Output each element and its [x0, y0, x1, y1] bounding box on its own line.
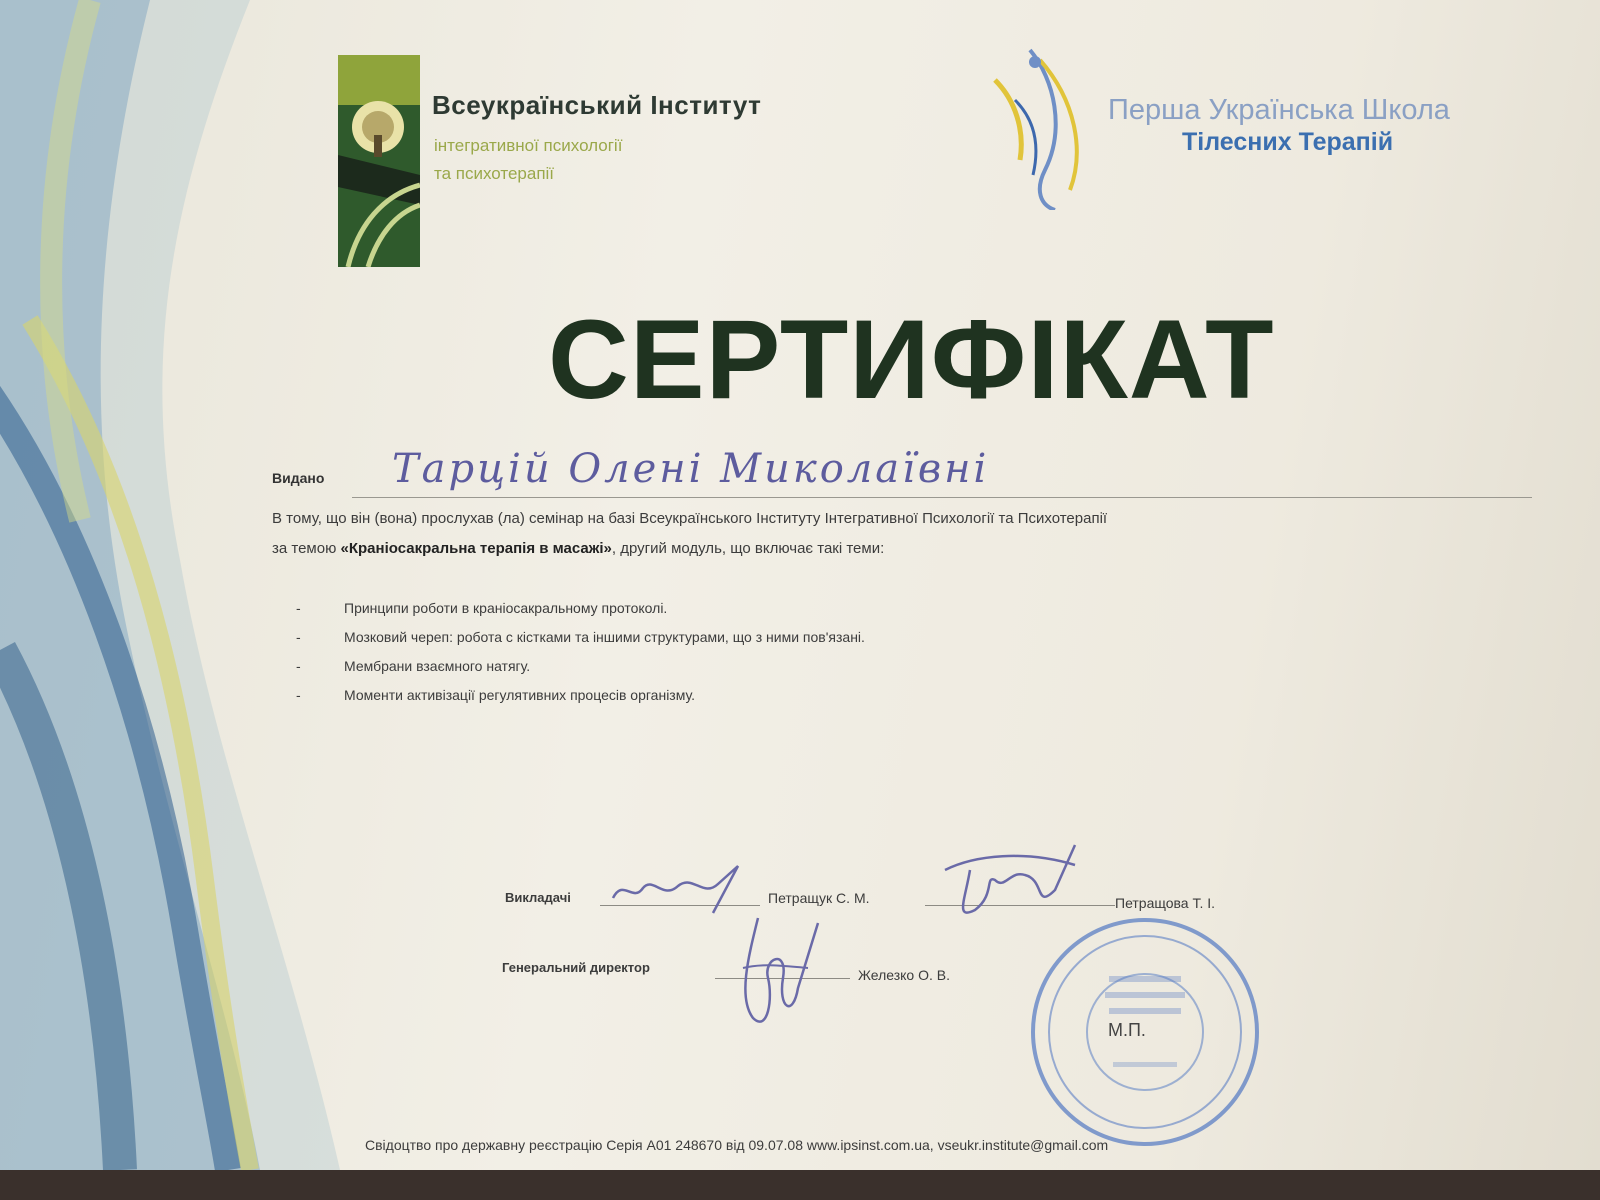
body-text-line1: В тому, що він (вона) прослухав (ла) семінар на базі Всеукраїнського Інституту Інтегративної Психології та Психотерапії [272, 510, 1108, 527]
teacher1-name: Петращук С. М. [768, 890, 870, 906]
body-topic-suffix: , другий модуль, що включає такі теми: [611, 540, 885, 557]
certificate-title: СЕРТИФІКАТ [548, 297, 1275, 422]
body-text-line2 [272, 540, 884, 557]
institute-name: Всеукраїнський Інститут [432, 90, 762, 120]
list-item: - Принципи роботи в краніосакральному протоколі. [296, 600, 668, 616]
school-dancer-logo-icon [985, 40, 1105, 210]
bullet-dash: - [296, 658, 301, 674]
table-edge [0, 1170, 1600, 1200]
teachers-label: Викладачі [505, 890, 571, 905]
issued-to-label: Видано [272, 470, 325, 486]
school-name-line2: Тілесних Терапій [1182, 128, 1394, 156]
teacher2-name: Петращова Т. І. [1115, 895, 1216, 911]
stamp-label: М.П. [1108, 1020, 1146, 1040]
body-topic-prefix: за темою [272, 540, 337, 557]
director-name: Железко О. В. [858, 967, 950, 983]
director-signature-icon [728, 908, 838, 1038]
institute-subtitle-line2: та психотерапії [434, 164, 555, 183]
recipient-name-handwritten: Тарцій Олені Миколаївні [392, 446, 990, 492]
seminar-topic: «Краніосакральна терапія в масажі» [340, 540, 612, 557]
recipient-underline [352, 497, 1532, 498]
institute-subtitle-line1: інтегративної психології [434, 136, 623, 155]
school-name-line1: Перша Українська Школа [1108, 94, 1450, 126]
bullet-dash: - [296, 600, 301, 616]
footer-registration-text: Свідоцтво про державну реєстрацію Серія А01 248670 від 09.07.08 www.ipsinst.com.ua, vseukr.institute@gmail.com [365, 1137, 1109, 1153]
institute-logo-icon [338, 55, 420, 267]
list-item: - Мембрани взаємного натягу. [296, 658, 531, 674]
bullet-dash: - [296, 687, 301, 703]
bullet-dash: - [296, 629, 301, 645]
list-item: - Мозковий череп: робота с кістками та іншими структурами, що з ними пов'язані. [296, 629, 865, 645]
director-label: Генеральний директор [502, 960, 650, 975]
topics-list [296, 600, 865, 716]
teacher1-signature-icon [608, 858, 748, 918]
list-item: - Моменти активізації регулятивних процесів організму. [296, 687, 695, 703]
